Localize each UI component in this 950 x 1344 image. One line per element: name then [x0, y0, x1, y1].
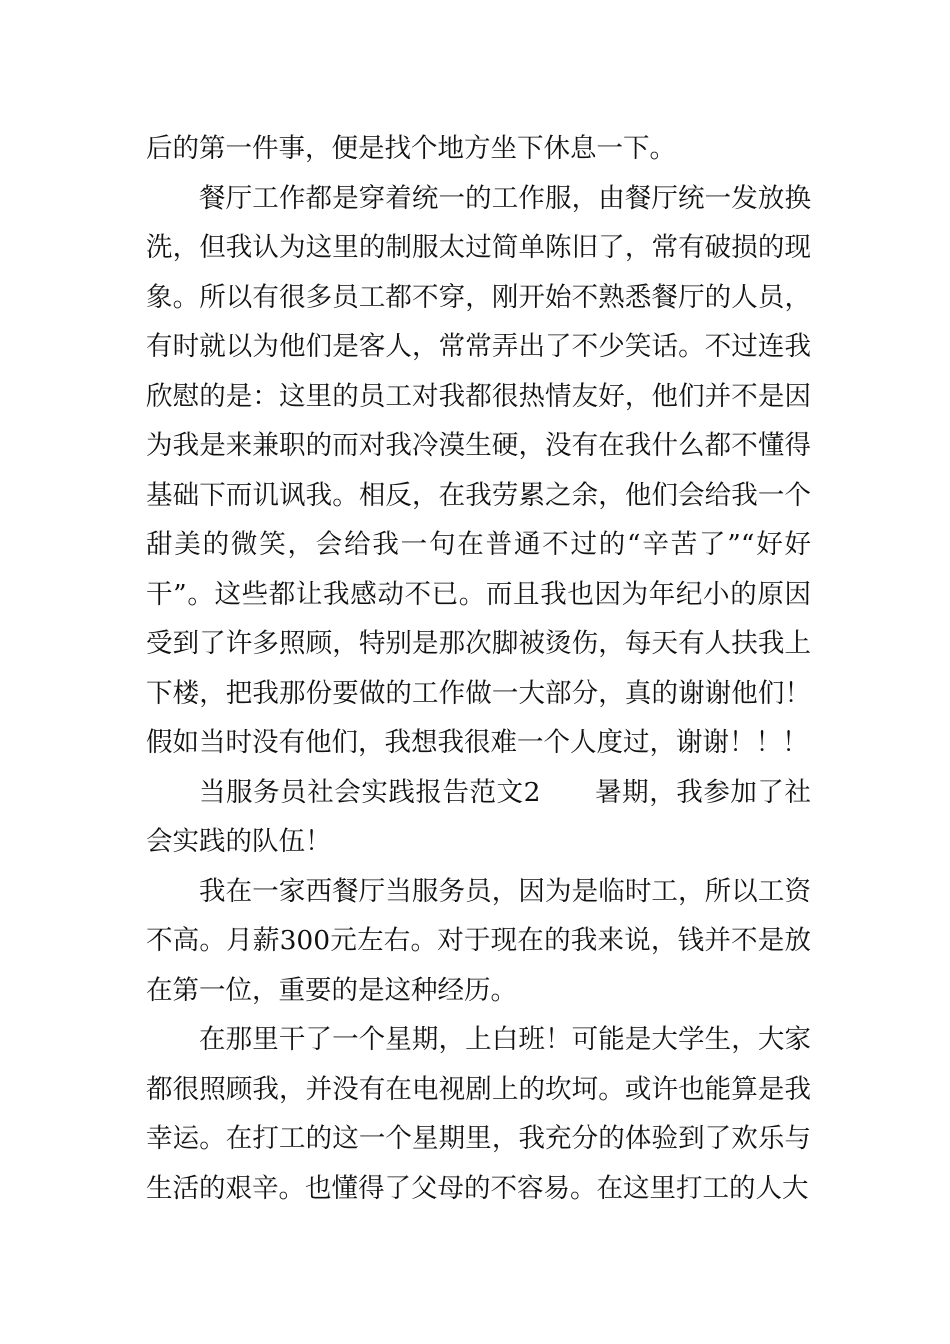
paragraph-salary: 我在一家西餐厅当服务员，因为是临时工，所以工资不高。月薪300元左右。对于现在的我来说，钱并不是放在第一位，重要的是这种经历。: [146, 875, 811, 1006]
document-body: [146, 124, 811, 1213]
paragraph-experience: 在那里干了一个星期，上白班！可能是大学生，大家都很照顾我，并没有在电视剧上的坎坷。或许也能算是我幸运。在打工的这一个星期里，我充分的体验到了欢乐与生活的艰辛。也懂得了父母的不容易。在这里打工的人大: [146, 1024, 811, 1204]
paragraph-uniform: 餐厅工作都是穿着统一的工作服，由餐厅统一发放换洗，但我认为这里的制服太过简单陈旧了，常有破损的现象。所以有很多员工都不穿，刚开始不熟悉餐厅的人员，有时就以为他们是客人，常常弄出了不少笑话。不过连我欣慰的是：这里的员工对我都很热情友好，他们并不是因为我是来兼职的而对我冷漠生硬，没有在我什么都不懂得基础下而讥讽我。相反，在我劳累之余，他们会给我一个甜美的微笑，会给我一句在普通不过的“辛苦了”“好好干”。这些都让我感动不已。而且我也因为年纪小的原因受到了许多照顾，特别是那次脚被烫伤，每天有人扶我上下楼，把我那份要做的工作做一大部分，真的谢谢他们！假如当时没有他们，我想我很难一个人度过，谢谢！！！: [146, 182, 811, 758]
paragraph-continuation: 后的第一件事，便是找个地方坐下休息一下。: [146, 133, 676, 164]
paragraph-report-heading: 当服务员社会实践报告范文2 暑期，我参加了社会实践的队伍！: [146, 776, 811, 857]
